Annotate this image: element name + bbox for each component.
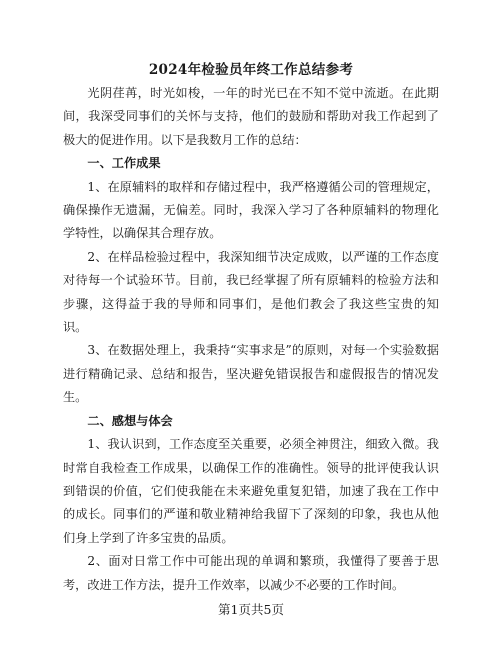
work-results-item-2: 2、在样品检验过程中，我深知细节决定成败，以严谨的工作态度对待每一个试验环节。目前，我已经掌握了所有原辅料的检验方法和步骤，这得益于我的导师和同事们，是他们教会了我这些宝贵的知识。 xyxy=(63,249,439,335)
document-body xyxy=(63,82,439,597)
work-results-item-3: 3、在数据处理上，我秉持“实事求是”的原则，对每一个实验数据进行精确记录、总结和报告，坚决避免错误报告和虚假报告的情况发生。 xyxy=(63,343,439,405)
document-title: 2024年检验员年终工作总结参考 xyxy=(148,62,354,78)
section-heading-reflections: 二、感想与体会 xyxy=(87,413,173,428)
reflections-item-1: 1、我认识到，工作态度至关重要，必须全神贯注，细致入微。我时常自我检查工作成果，以确保工作的准确性。领导的批评使我认识到错误的价值，它们使我能在未来避免重复犯错，加速了我在工作中的成长。同事们的严谨和敬业精神给我留下了深刻的印象，我也从他们身上学到了许多宝贵的品质。 xyxy=(63,437,439,545)
work-results-item-1: 1、在原辅料的取样和存储过程中，我严格遵循公司的管理规定，确保操作无遗漏，无偏差。同时，我深入学习了各种原辅料的物理化学特性，以确保其合理存放。 xyxy=(63,179,439,241)
reflections-item-2: 2、面对日常工作中可能出现的单调和繁琐，我懂得了要善于思考，改进工作方法，提升工作效率，以减少不必要的工作时间。 xyxy=(63,554,439,592)
intro-paragraph: 光阴荏苒，时光如梭，一年的时光已在不知不觉中流逝。在此期间，我深受同事们的关怀与支持，他们的鼓励和帮助对我工作起到了极大的促进作用。以下是我数月工作的总结： xyxy=(63,86,439,147)
page-number-footer: 第1页共5页 xyxy=(218,602,284,617)
section-heading-work-results: 一、工作成果 xyxy=(87,156,161,171)
